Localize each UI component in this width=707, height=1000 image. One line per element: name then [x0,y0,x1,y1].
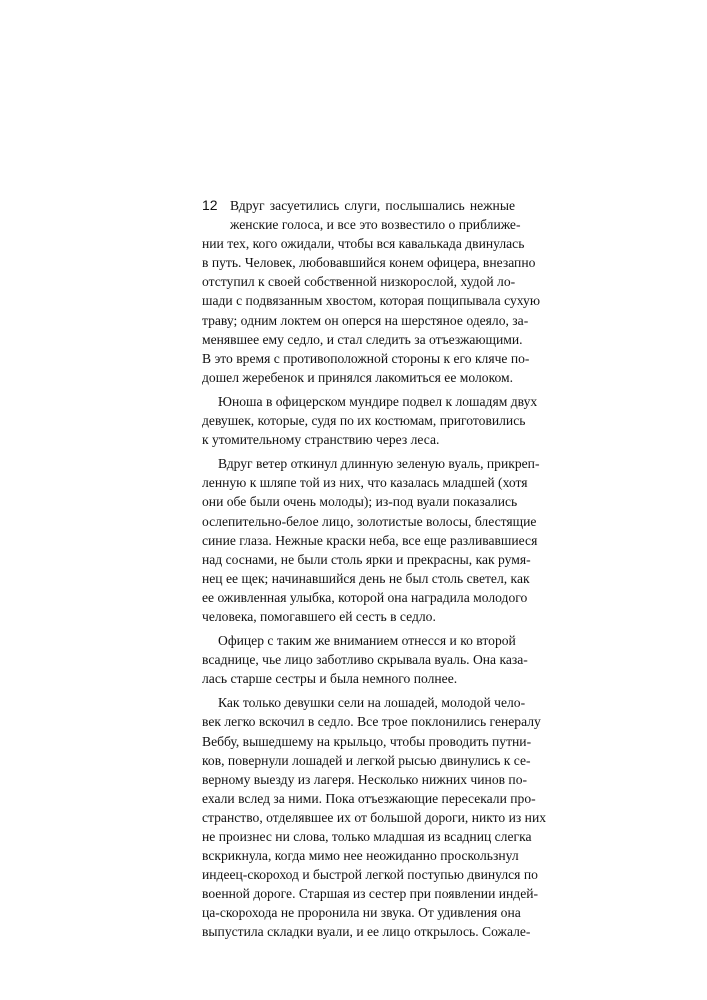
paragraph [202,196,540,387]
text-line: Вдруг засуетились слуги, послышались нежные [230,198,515,213]
text-line: век легко вскочил в седло. Все трое поклонились генералу [202,714,541,730]
text-line: Веббу, вышедшему на крыльцо, чтобы проводить путни- [202,733,532,749]
body-text [202,196,547,942]
text-line: военной дороге. Старшая из сестер при появлении индей- [202,886,539,902]
text-line: девушек, которые, судя по их костюмам, приготовились [202,413,526,429]
paragraph [202,631,528,688]
text-line: всаднице, чье лицо заботливо скрывала вуаль. Она каза- [202,652,528,668]
text-line: ков, повернули лошадей и легкой рысью двинулись к се- [202,752,531,768]
text-line: выпустила складки вуали, и ее лицо открылось. Сожале- [202,924,531,940]
paragraph [202,693,547,941]
text-line: ее оживленная улыбка, которой она наградила молодого [202,589,528,605]
text-line: лась старше сестры и была немного полнее. [202,671,458,687]
text-line: ехали вслед за ними. Пока отъезжающие пересекали про- [202,790,536,806]
text-line: верному выезду из лагеря. Несколько нижних чинов по- [202,771,528,787]
text-line: В это время с противоположной стороны к его кляче по- [202,350,530,366]
text-line: странство, отделявшее их от большой дороги, никто из них [202,809,547,825]
text-line: нец ее щек; начинавшийся день не был столь светел, как [202,570,530,586]
text-line: ленную к шляпе той из них, что казалась младшей (хотя [202,475,528,491]
text-line: шади с подвязанным хвостом, которая пощипывала сухую [202,293,540,309]
text-line: к утомительному странствию через леса. [202,432,440,448]
text-line: траву; одним локтем он оперся на шерстяное одеяло, за- [202,312,529,328]
paragraph [202,454,540,626]
text-line: синие глаза. Нежные краски неба, все еще разливавшиеся [202,532,538,548]
text-line: не произнес ни слова, только младшая из всадниц слегка [202,829,532,844]
text-line: человека, помогавшего ей сесть в седло. [202,608,436,624]
paragraph [202,392,538,449]
text-line: индеец-скороход и быстрой легкой поступью двинулся по [202,867,538,883]
text-line: нии тех, кого ожидали, чтобы вся кавалькада двинулась [202,236,525,252]
text-line: дошел жеребенок и принялся лакомиться ее молоком. [202,369,514,385]
text-line: ца-скорохода не проронила ни звука. От удивления она [202,905,521,921]
text-line: женские голоса, и все это возвестило о приближе- [230,217,521,233]
text-line: ослепительно-белое лицо, золотистые волосы, блестящие [202,513,537,529]
text-line: Вдруг ветер откинул длинную зеленую вуаль, прикреп- [218,456,540,472]
text-line: Как только девушки сели на лошадей, молодой чело- [218,695,526,711]
text-line: менявшее ему седло, и стал следить за отъезжающими. [202,331,523,347]
text-line: Юноша в офицерском мундире подвел к лошадям двух [218,393,538,409]
page-number: 12 [202,197,218,213]
text-line: отступил к своей собственной низкорослой, худой ло- [202,274,516,290]
text-line: в путь. Человек, любовавшийся конем офицера, внезапно [202,255,536,271]
text-line: они обе были очень молоды); из-под вуали показались [202,494,518,510]
text-line: вскрикнула, когда мимо нее неожиданно проскользнул [202,848,519,864]
text-line: Офицер с таким же вниманием отнесся и ко второй [218,633,516,649]
text-line: над соснами, не были столь ярки и прекрасны, как румя- [202,551,531,567]
